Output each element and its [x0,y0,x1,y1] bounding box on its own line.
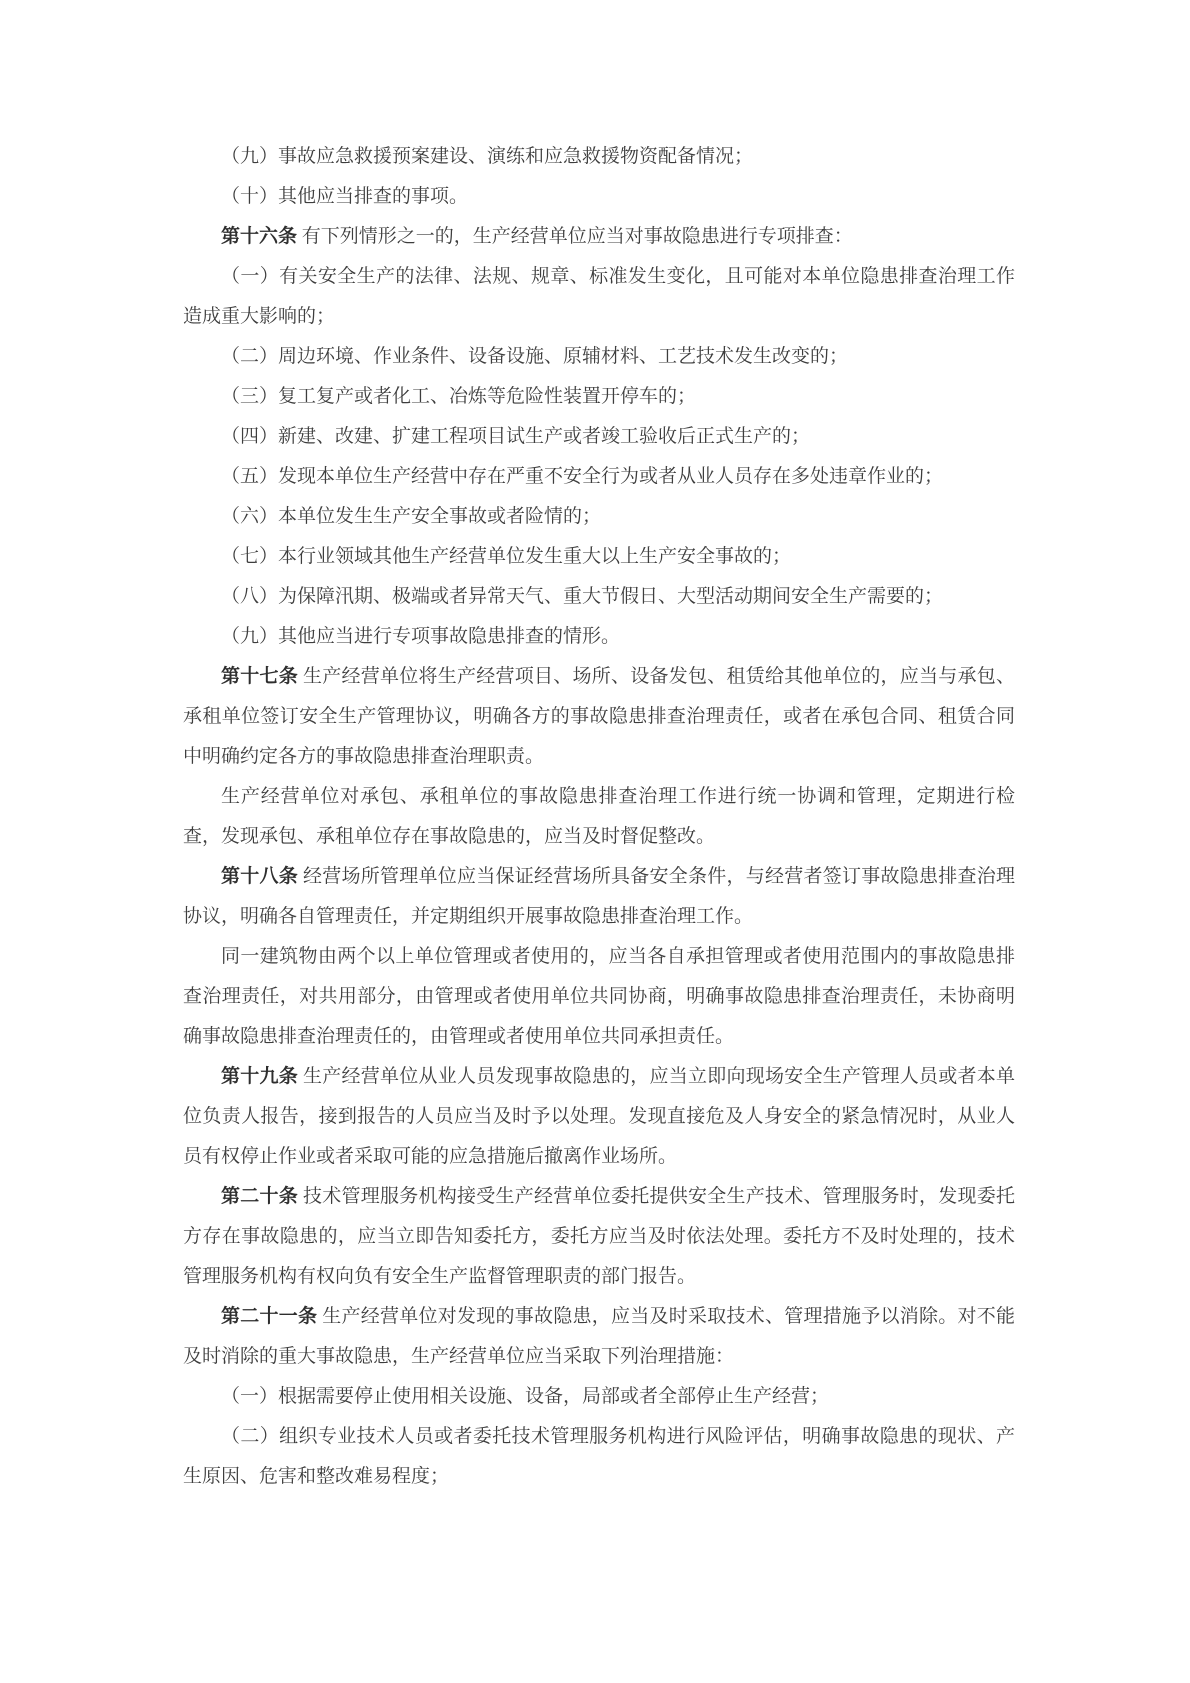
article-number: 第二十条 [221,1186,298,1207]
article-paragraph: 第二十条 技术管理服务机构接受生产经营单位委托提供安全生产技术、管理服务时，发现委托方存在事故隐患的，应当立即告知委托方，委托方应当及时依法处理。委托方不及时处理的，技术管理服务机构有权向负有安全生产监督管理职责的部门报告。 [183,1186,1015,1287]
article-paragraph: 第十九条 生产经营单位从业人员发现事故隐患的，应当立即向现场安全生产管理人员或者本单位负责人报告，接到报告的人员应当及时予以处理。发现直接危及人身安全的紧急情况时，从业人员有权停止作业或者采取可能的应急措施后撤离作业场所。 [183,1066,1015,1167]
paragraph: 同一建筑物由两个以上单位管理或者使用的，应当各自承担管理或者使用范围内的事故隐患排查治理责任，对共用部分，由管理或者使用单位共同协商，明确事故隐患排查治理责任，未协商明确事故隐患排查治理责任的，由管理或者使用单位共同承担责任。 [183,946,1015,1047]
article-number: 第十六条 [221,226,298,247]
article-paragraph: 第十八条 经营场所管理单位应当保证经营场所具备安全条件，与经营者签订事故隐患排查治理协议，明确各自管理责任，并定期组织开展事故隐患排查治理工作。 [183,866,1015,927]
document-content [183,137,1015,1497]
paragraph: （四）新建、改建、扩建工程项目试生产或者竣工验收后正式生产的； [221,426,811,447]
paragraph: （三）复工复产或者化工、冶炼等危险性装置开停车的； [221,386,697,407]
paragraph: （十）其他应当排查的事项。 [221,186,469,207]
paragraph: （五）发现本单位生产经营中存在严重不安全行为或者从业人员存在多处违章作业的； [221,466,944,487]
paragraph: （八）为保障汛期、极端或者异常天气、重大节假日、大型活动期间安全生产需要的； [221,586,944,607]
paragraph: 生产经营单位对承包、承租单位的事故隐患排查治理工作进行统一协调和管理，定期进行检查，发现承包、承租单位存在事故隐患的，应当及时督促整改。 [183,786,1015,847]
paragraph: （九）事故应急救援预案建设、演练和应急救援物资配备情况； [221,146,754,167]
article-number: 第十八条 [221,866,298,887]
paragraph: （九）其他应当进行专项事故隐患排查的情形。 [221,626,621,647]
paragraph: （二）周边环境、作业条件、设备设施、原辅材料、工艺技术发生改变的； [221,346,849,367]
article-number: 第十九条 [221,1066,298,1087]
paragraph: （一）有关安全生产的法律、法规、规章、标准发生变化，且可能对本单位隐患排查治理工作造成重大影响的； [183,266,1015,327]
paragraph: （二）组织专业技术人员或者委托技术管理服务机构进行风险评估，明确事故隐患的现状、产生原因、危害和整改难易程度； [183,1426,1015,1487]
paragraph: （七）本行业领域其他生产经营单位发生重大以上生产安全事故的； [221,546,792,567]
paragraph: （六）本单位发生生产安全事故或者险情的； [221,506,602,527]
article-paragraph: 第十七条 生产经营单位将生产经营项目、场所、设备发包、租赁给其他单位的，应当与承包、承租单位签订安全生产管理协议，明确各方的事故隐患排查治理责任，或者在承包合同、租赁合同中明确约定各方的事故隐患排查治理职责。 [183,666,1015,767]
article-paragraph: 第十六条 有下列情形之一的，生产经营单位应当对事故隐患进行专项排查： [221,226,853,247]
paragraph: （一）根据需要停止使用相关设施、设备，局部或者全部停止生产经营； [221,1386,830,1407]
article-paragraph: 第二十一条 生产经营单位对发现的事故隐患，应当及时采取技术、管理措施予以消除。对不能及时消除的重大事故隐患，生产经营单位应当采取下列治理措施： [183,1306,1015,1367]
article-number: 第十七条 [221,666,298,687]
article-number: 第二十一条 [221,1306,318,1327]
